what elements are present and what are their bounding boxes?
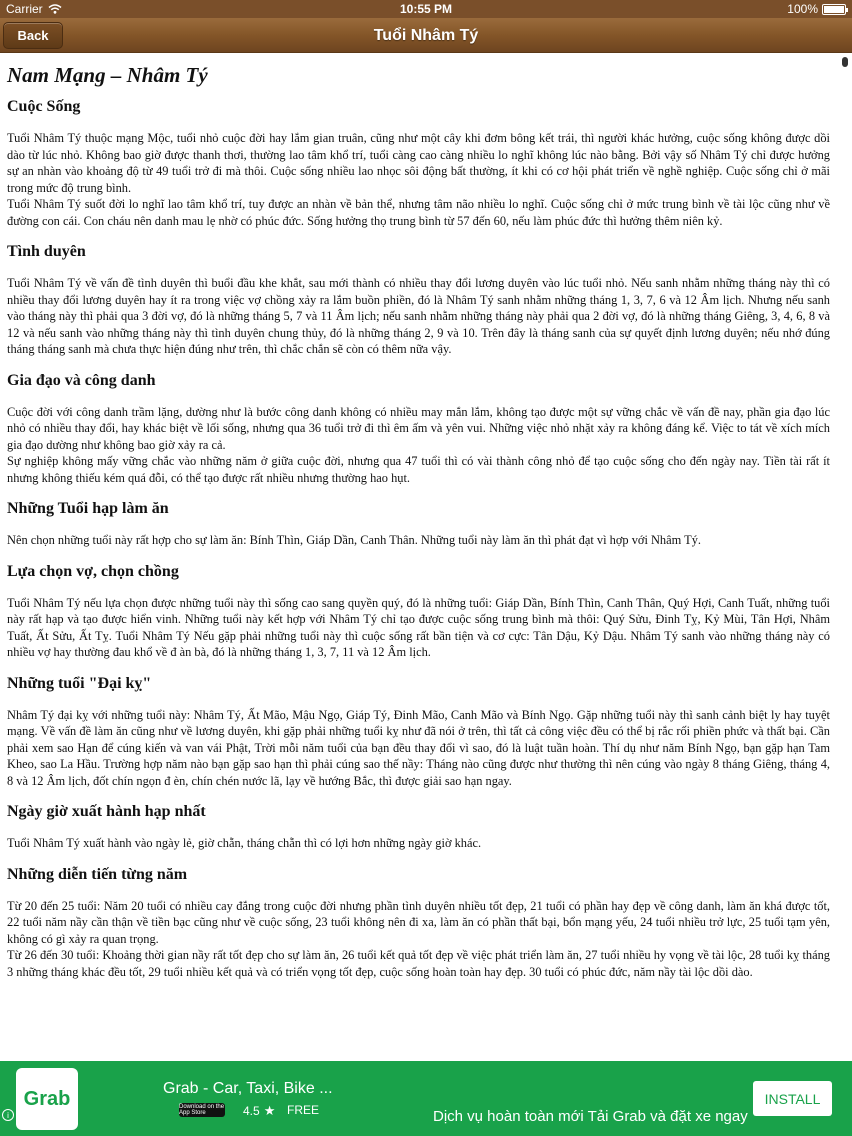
- carrier-label: Carrier: [6, 2, 43, 16]
- scrollbar[interactable]: [842, 57, 848, 67]
- section-paragraph: Từ 26 đến 30 tuổi: Khoảng thời gian nầy rất tốt đẹp cho sự làm ăn, 26 tuổi kết quả tốt đẹp về việc phát triển làm ăn, 27 tuổi nhiều hy vọng về tài lộc, 28 tuổi kỵ tháng 3 những tháng khác đều tốt, 29 tuổi nhiều kết quả và có triển vọng tốt đẹp, cuộc sống hoàn toàn hay đẹp. 30 tuổi có phúc đức, năm nầy tài lộc dồi dào.: [7, 948, 830, 979]
- article: [0, 53, 852, 980]
- battery-percent: 100%: [787, 2, 818, 16]
- app-store-badge: Download on the App Store: [179, 1104, 225, 1116]
- status-time: 10:55 PM: [399, 2, 453, 16]
- section-paragraph: Nên chọn những tuổi này rất hợp cho sự làm ăn: Bính Thìn, Giáp Dần, Canh Thân. Những tuổi này làm ăn thì phát đạt vì hợp với Nhâm Tý.: [7, 533, 701, 547]
- section-heading: Gia đạo và công danh: [7, 371, 156, 389]
- section-paragraph: Tuổi Nhâm Tý nếu lựa chọn được những tuổi này thì sống cao sang quyền quý, đó là những tuổi: Giáp Dần, Bính Thìn, Canh Thân, Quý Hợi, Canh Tuất, những tuổi này rất hạp và tạo được hiển vinh. Những tuổi này kết hợp với Nhâm Tý chỉ tạo được cuộc sống trung bình mà thôi: Quý Sửu, Đinh Tỵ, Kỷ Mùi, Tân Hợi, Nhâm Tuất, Ất Sửu, Ất Tỵ. Tuổi Nhâm Tý Nếu gặp phải những tuổi này thì cuộc sống rất bần tiện và cơ cực: Tân Dậu, Kỷ Dậu. Nhâm Tý sanh vào những tháng này có nhiều vợ hay thường đau khổ về đ àn bà, đó là những tháng 1, 3, 7, 11 và 12 Âm lịch.: [7, 595, 830, 659]
- article-title: Nam Mạng – Nhâm Tý: [7, 63, 208, 87]
- info-icon[interactable]: i: [2, 1109, 14, 1121]
- rating-value: 4.5: [243, 1104, 260, 1118]
- back-button[interactable]: Back: [3, 22, 63, 49]
- section-paragraph: Tuổi Nhâm Tý về vấn đề tình duyên thì buổi đầu khe khắt, sau mới thành có nhiều thay đổi lương duyên vào lúc tuổi nhỏ. Nếu sanh nhằm những tháng này thì có nhiều thay đổi lương duyên hay ít ra trong việc vợ chồng xảy ra lắm buồn phiền, đó là Nhâm Tý sanh nhằm những tháng 1, 3, 7, 6 và 12 Âm lịch. Nhưng nếu sanh vào tháng này thì phải qua 3 đời vợ, đó là những tháng 5, 7 và 11 Âm lịch; nếu sanh nhằm những tháng này phải qua 2 đời vợ, đó là những tháng Giêng, 3, 4, 6, 8 và 12 và nếu sanh vào những tháng này thì tình duyên chung thủy, đó là những tháng 2, 9 và 10. Trên đây là tháng sanh của sự quyết định lương duyên; nếu nhớ đúng tháng tháng sanh mà chưa thực hiện đúng như trên, thì chắc chắn sẽ còn có thêm nữa vậy.: [7, 276, 830, 356]
- navigation-bar: [0, 18, 852, 53]
- install-button[interactable]: INSTALL: [753, 1081, 832, 1116]
- article-content[interactable]: [0, 53, 852, 1061]
- section-paragraph: Tuổi Nhâm Tý suốt đời lo nghĩ lao tâm khổ trí, tuy được an nhàn về bản thể, nhưng tâm não nhiều lo nghĩ. Cuộc sống chỉ ở mức trung bình về tài lộc cũng như về đường con cái. Con cháu nên danh mau lẹ nhờ có phúc đức. Sống hưởng thọ trung bình từ 57 đến 60, nếu làm phúc đức thì hưởng thêm niên kỷ.: [7, 197, 830, 228]
- section-paragraph: Sự nghiệp không mấy vững chắc vào những năm ở giữa cuộc đời, nhưng qua 47 tuổi thì có vài thành công nhỏ để tạo cuộc sống cho đến ngày nay. Tiền tài rất ít nhưng không thiếu kém quá đỗi, có thể tạo được rất nhiều nhưng thường hao hụt.: [7, 454, 830, 485]
- section-heading: Những diễn tiến từng năm: [7, 865, 188, 883]
- nav-title: Tuổi Nhâm Tý: [373, 27, 479, 44]
- section-heading: Những Tuổi hạp làm ăn: [7, 500, 169, 517]
- status-left: [6, 2, 62, 16]
- status-right: [787, 2, 846, 16]
- ad-price: FREE: [287, 1103, 320, 1117]
- status-bar: [0, 0, 852, 18]
- battery-icon: [822, 4, 846, 15]
- section-paragraph: Nhâm Tý đại kỵ với những tuổi này: Nhâm Tý, Ất Mão, Mậu Ngọ, Giáp Tý, Đinh Mão, Canh Mão và Bính Ngọ. Gặp những tuổi này thì sanh cảnh biệt ly hay tuyệt mạng. Về vấn đề làm ăn cũng như về lương duyên, khi gặp phải những tuổi kỵ như đã nói ở trên, thì tất cả công việc đều có thể bị rắc rối phiền phức và thất bại. Cần phải xem sao Hạn để cúng kiến và van vái Phật, Trời mỗi năm tuổi của bạn đều thay đổi vì sao, đó là luật tuần hoàn. Thí dụ như năm Bính Ngọ, bạn gặp hạn Tam Kheo, sao La Hầu. Trường hợp năm nào bạn gặp sao hạn thì phải cúng sao thế nầy: Tháng nào cũng được như thường thì nên cúng vào ngày 8 tháng Giêng, tháng 4, 8 và 12 Âm lịch, đốt chín ngọn đ èn, chín chén nước lã, lạy về hướng Bắc, thì được giải sao hạn ngay.: [7, 707, 830, 788]
- wifi-icon: [48, 4, 62, 14]
- section-heading: Cuộc Sống: [7, 98, 81, 115]
- section-paragraph: Cuộc đời với công danh trầm lặng, dường như là bước công danh không có nhiều may mắn lắm, không tạo được một sự vững chắc về vấn đề nay, phần gia đạo lúc nhỏ có nhiều thay đổi, hay khác biệt về lối sống, nhưng qua 36 tuổi trở đi thì êm ấm và yên vui. Những việc nhỏ nhặt xảy ra không đáng kể. Việc to tát về xích mích gia đạo dường như không bao giờ xảy ra cả.: [7, 404, 830, 452]
- section-heading: Tình duyên: [7, 243, 86, 260]
- section-paragraph: Từ 20 đến 25 tuổi: Năm 20 tuổi có nhiều cay đắng trong cuộc đời nhưng phần tình duyên nhiều tốt đẹp, 21 tuổi có phần hay đẹp về công danh, làm ăn khá được tốt, 22 tuổi năm nầy cần thận về tiền bạc cũng như về cuộc sống, 23 tuổi không nên đi xa, làm ăn có phần thất bại, bổn mạng yếu, 24 tuổi nhiều trở lực, 25 tuổi tạm yên, không có gì xảy ra quan trọng.: [7, 898, 830, 946]
- section-heading: Lựa chọn vợ, chọn chồng: [7, 562, 179, 580]
- ad-description: Dịch vụ hoàn toàn mới Tải Grab và đặt xe ngay: [433, 1108, 748, 1125]
- section-paragraph: Tuổi Nhâm Tý thuộc mạng Mộc, tuổi nhỏ cuộc đời hay lắm gian truân, cũng như một cây khi đơm bông kết trái, thì người khác hưởng, cuộc sống không được dồi dào từ lúc nhỏ. Không bao giờ được thanh thơi, thường lao tâm khổ trí, tuổi càng cao càng nhiều lo nghĩ không lúc nào bằng. Bởi vậy số Nhâm Tý chỉ được hưởng sự an nhàn vào khoảng độ từ 49 tuổi trở đi mà thôi. Cuộc sống nhiều lao nhọc sôi động bất thường, ít khi có cơ hội phát triển về nghề nghiệp. Cuộc sống chỉ ở mãi trong mức độ trung bình.: [7, 131, 830, 195]
- grab-logo[interactable]: Grab: [16, 1068, 78, 1130]
- section-heading: Ngày giờ xuất hành hạp nhất: [7, 803, 206, 820]
- ad-banner[interactable]: [0, 1061, 852, 1136]
- ad-rating: [243, 1103, 275, 1119]
- star-icon: ★: [263, 1103, 276, 1118]
- ad-title[interactable]: Grab - Car, Taxi, Bike ...: [163, 1080, 333, 1097]
- section-paragraph: Tuổi Nhâm Tý xuất hành vào ngày lẻ, giờ chẵn, tháng chẵn thì có lợi hơn những ngày giờ khác.: [7, 836, 482, 850]
- section-heading: Những tuổi "Đại kỵ": [7, 674, 152, 692]
